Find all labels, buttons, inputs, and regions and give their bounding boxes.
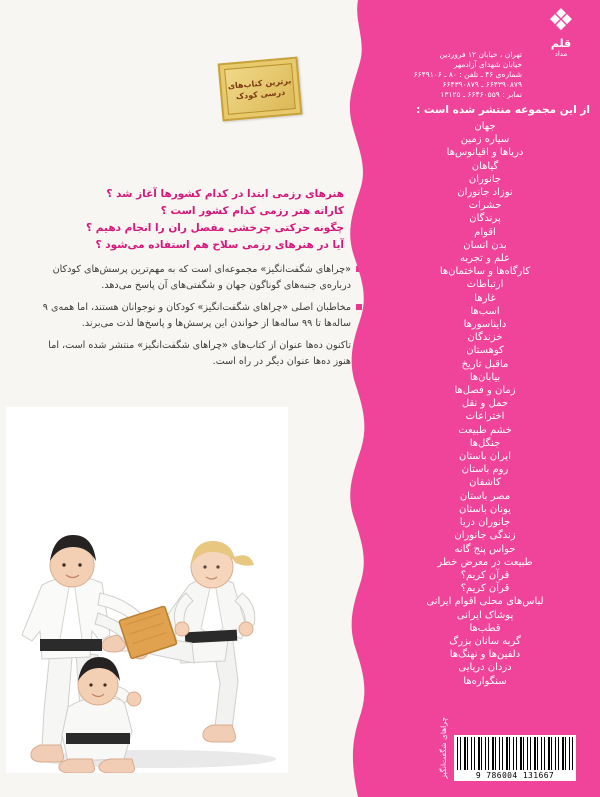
list-item: غارها — [474, 292, 496, 304]
list-item: جنگل‌ها — [469, 437, 501, 449]
publisher-logo-name: قلم — [550, 37, 572, 50]
list-item: نوزاد جانوران — [457, 187, 513, 199]
publisher-logo — [530, 3, 592, 68]
contact-line: تهران ، خیابان ۱۲ فروردین — [439, 50, 522, 59]
series-panel — [370, 0, 600, 797]
list-item: پوشاک ایرانی — [456, 609, 514, 621]
award-stamp — [218, 57, 303, 122]
question-item: کاراته هنر رزمی کدام کشور است ؟ — [160, 205, 344, 217]
ornament-icon: ❖ — [547, 3, 575, 38]
bullet-item — [32, 300, 362, 331]
list-item: دریاها و اقیانوس‌ها — [446, 147, 524, 159]
list-item: حمل و نقل — [461, 398, 509, 410]
question-item: هنرهای رزمی ابتدا در کدام کشورها آغاز شد ؟ — [106, 188, 344, 200]
martial-arts-photo — [6, 407, 288, 773]
torn-edge-decoration — [344, 0, 370, 797]
question-item: چگونه حرکتی چرخشی مفصل ران را انجام دهیم ؟ — [86, 222, 344, 234]
contact-line: نمابر : ۶۶۴۶۰۵۵۹ ـ ۱۳۱۲۵ — [440, 90, 522, 99]
list-item: ایران باستان — [459, 451, 511, 463]
series-heading: از این مجموعه منتشر شده است : — [416, 104, 590, 116]
contact-line: شماره‌ی ۴۶ ـ تلفن : ۸۰ ـ ۶۶۴۹۱۰۶ — [413, 70, 522, 79]
list-item: یونان باستان — [459, 503, 511, 515]
list-item: جهان — [474, 121, 496, 132]
list-item: جانوران دریا — [459, 517, 511, 529]
contact-line: ۶۶۴۳۹۰۸۷۹ ـ ۶۶۴۳۹۰۸۷۹ — [442, 80, 522, 89]
list-item: جانوران — [468, 173, 502, 185]
list-item: علم و تجربه — [459, 253, 511, 265]
list-item: کوهستان — [466, 345, 504, 357]
bullet-item — [32, 338, 362, 369]
barcode-number: 9 786004 131667 — [475, 771, 555, 780]
list-item: قرآن کریم؟ — [460, 569, 510, 581]
list-item: دلفین‌ها و نهنگ‌ها — [449, 649, 521, 661]
series-title-list — [370, 120, 600, 688]
list-item: خشم طبیعت — [458, 424, 512, 436]
list-item: کاشفان — [469, 477, 501, 489]
bullet-text: «چراهای شگفت‌انگیز» مجموعه‌ای است که به مهم‌ترین پرسش‌های کودکان درباره‌ی جنبه‌های گوناگون جهان و شگفتی‌های آن پاسخ می‌دهد. — [52, 264, 351, 291]
barcode — [454, 735, 576, 781]
list-item: بدن انسان — [463, 239, 507, 251]
list-item: حواس پنج گانه — [454, 543, 516, 555]
list-item: قطب‌ها — [469, 622, 501, 634]
contact-line: خیابان شهدای آزادمهر — [453, 60, 522, 69]
publisher-logo-sub: مداد — [554, 50, 568, 58]
list-item: گربه سانان بزرگ — [449, 635, 521, 647]
bullet-text: مخاطبان اصلی «چراهای شگفت‌انگیز» کودکان و نوجوانان هستند، اما همه‌ی ۹ ساله‌ها تا ۹۹ ساله‌ها از خواندن این پرسش‌ها و پاسخ‌ها لذت می‌برند. — [42, 302, 351, 329]
bullet-item — [32, 262, 362, 293]
list-item: زندگی جانوران — [454, 530, 516, 542]
description-bullets — [32, 262, 362, 376]
bullet-text: تاکنون ده‌ها عنوان از کتاب‌های «چراهای شگفت‌انگیز» منتشر شده است، اما هنوز ده‌ها عنوان دیگر در راه است. — [48, 340, 351, 367]
list-item: اختراعات — [465, 411, 505, 423]
list-item: سنگواره‌ها — [463, 675, 507, 687]
barcode-bars — [457, 737, 573, 770]
list-item: ماقبل تاریخ — [461, 358, 509, 370]
vertical-series-code: چراهای شگفت‌انگیز — [439, 717, 448, 779]
list-item: قرآن کریم؟ — [460, 583, 510, 595]
stamp-label: برترین کتاب‌های درسی کودک — [227, 76, 292, 102]
list-item: اسب‌ها — [470, 305, 500, 317]
list-item: حشرات — [468, 200, 502, 212]
list-item: کارگاه‌ها و ساختمان‌ها — [439, 266, 531, 278]
list-item: مصر باستان — [459, 490, 511, 502]
list-item: سیاره زمین — [460, 134, 510, 146]
list-item: طبیعت در معرض خطر — [437, 556, 533, 568]
list-item: دایناسورها — [463, 319, 507, 331]
list-item: زمان و فصل‌ها — [454, 385, 516, 397]
list-item: اقوام — [474, 226, 496, 238]
list-item: دزدان دریایی — [458, 662, 512, 674]
question-item: آیا در هنرهای رزمی سلاح هم استفاده می‌شود ؟ — [95, 239, 344, 251]
list-item: گیاهان — [471, 160, 499, 172]
list-item: بیابان‌ها — [469, 371, 501, 383]
publisher-contact — [376, 50, 522, 100]
question-list — [34, 186, 344, 254]
list-item: پرندگان — [469, 213, 501, 225]
list-item: خزندگان — [467, 332, 503, 344]
list-item: روم باستان — [461, 464, 509, 476]
list-item: ارتباطات — [466, 279, 504, 291]
list-item: لباس‌های محلی اقوام ایرانی — [426, 596, 544, 608]
